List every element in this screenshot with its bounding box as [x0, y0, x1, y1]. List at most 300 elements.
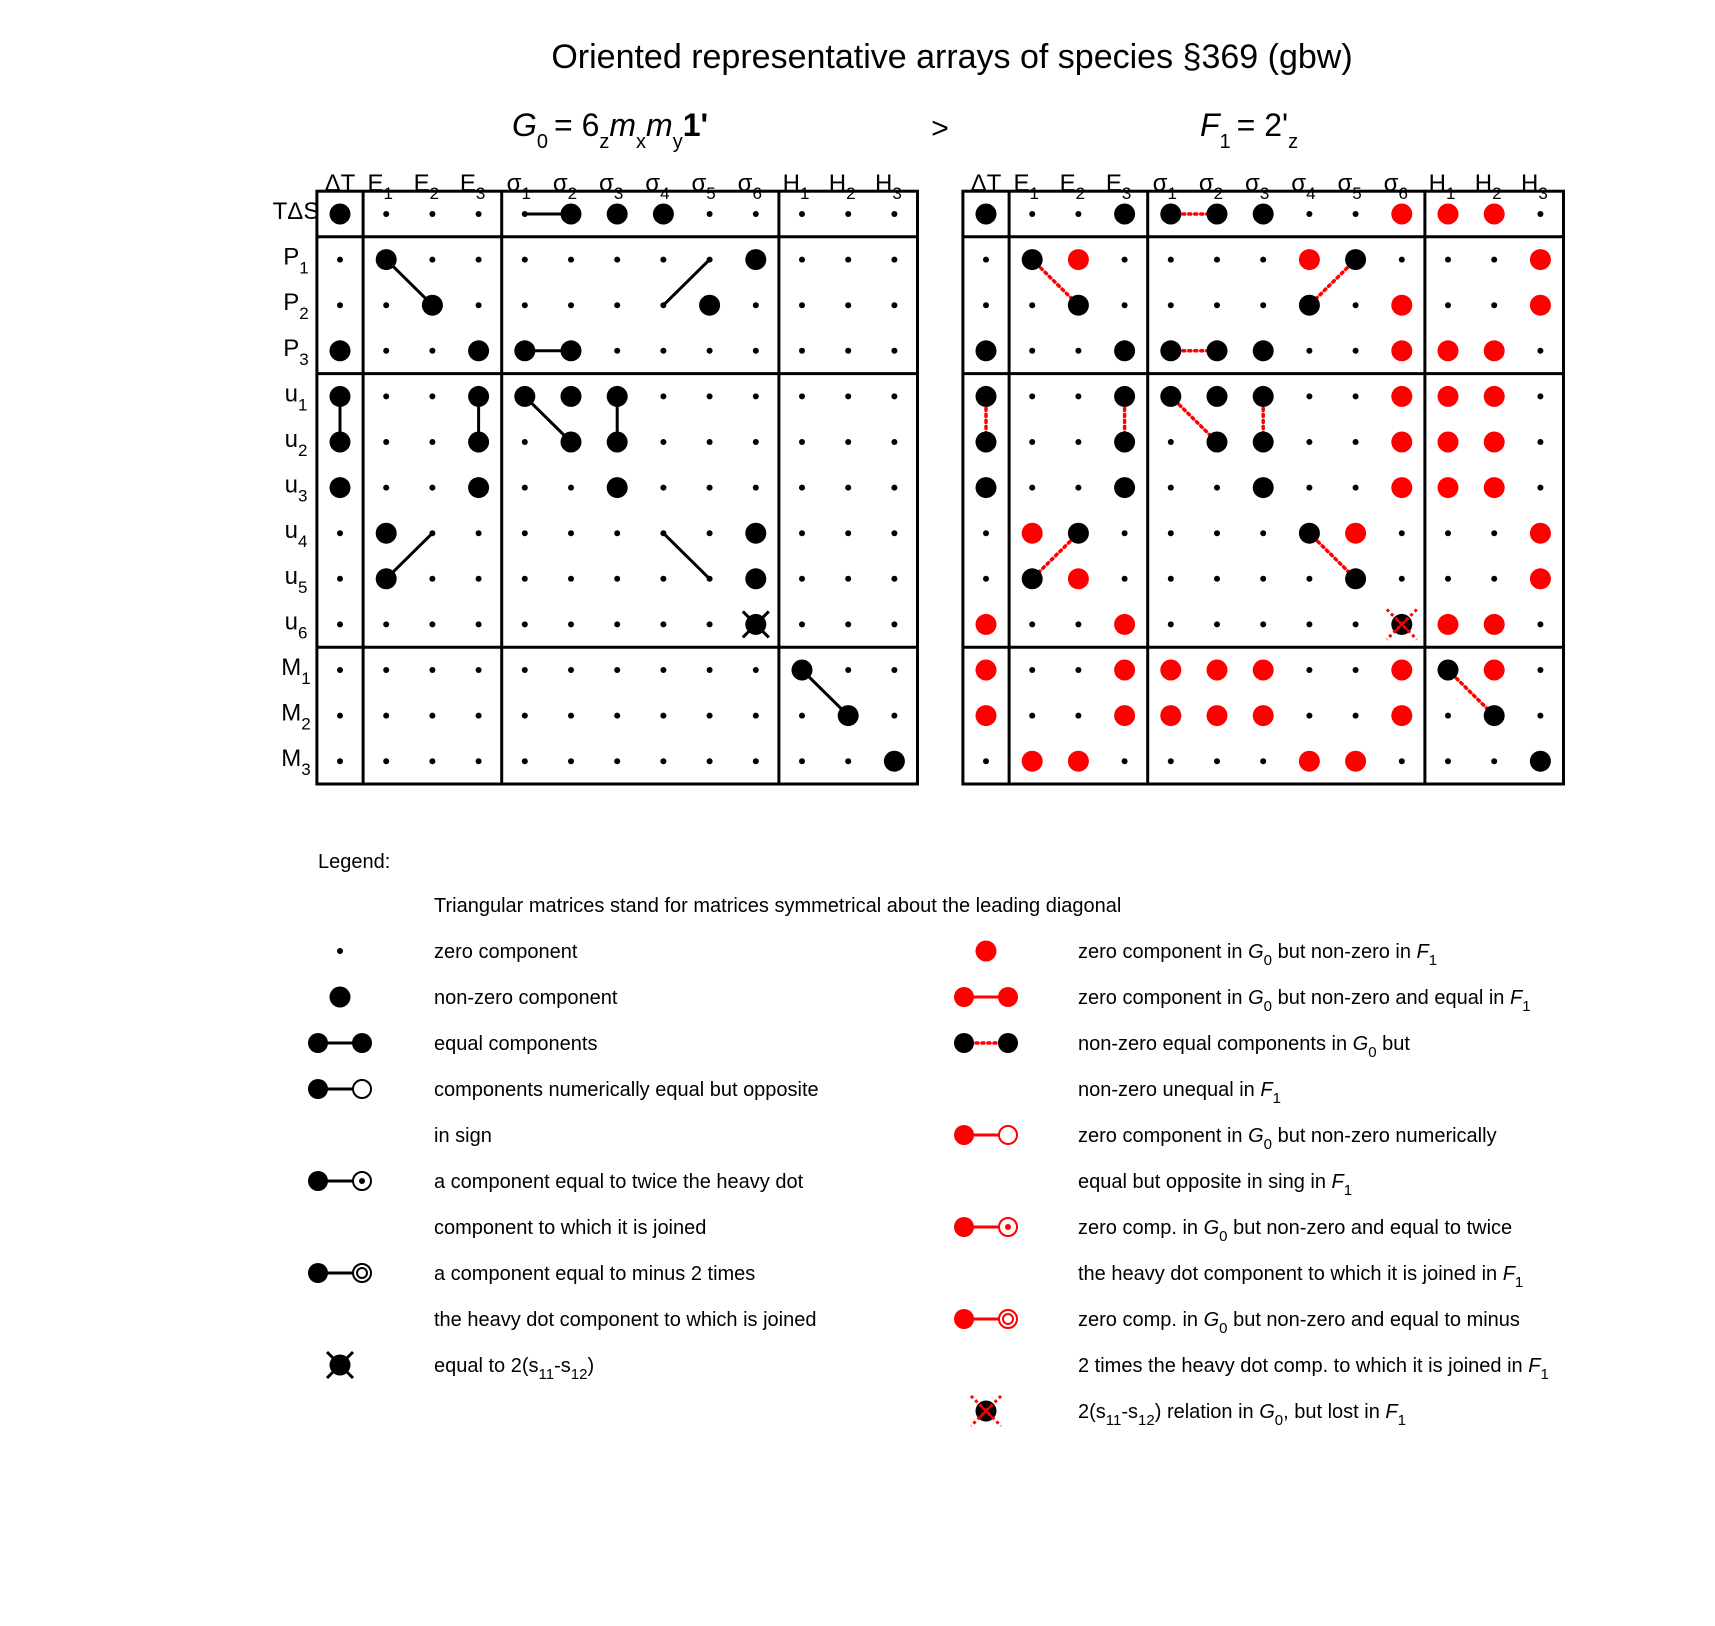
left-zero-dot	[660, 348, 666, 354]
left-zero-dot	[429, 621, 435, 627]
right-nonzero-dot	[1438, 660, 1459, 681]
left-zero-dot	[476, 713, 482, 719]
left-nonzero-dot	[699, 295, 720, 316]
left-zero-dot	[707, 621, 713, 627]
left-zero-dot	[568, 713, 574, 719]
legend-item-text: a component equal to twice the heavy dot	[434, 1171, 804, 1193]
legend-heading: Legend:	[318, 851, 391, 873]
legend-symbol-big-dot	[330, 987, 351, 1008]
left-zero-dot	[614, 621, 620, 627]
legend-symbol-red-twice-pair	[954, 1217, 1017, 1237]
legend-item	[954, 1125, 1497, 1199]
left-nonzero-dot	[330, 432, 351, 453]
left-zero-dot	[337, 713, 343, 719]
legend-symbol-red-equal-pair	[954, 987, 1018, 1007]
right-zero-dot	[1445, 257, 1451, 263]
right-nonzero-dot	[1299, 523, 1320, 544]
right-matrix	[963, 170, 1564, 784]
left-zero-dot	[707, 530, 713, 536]
right-red-dot	[1022, 751, 1043, 772]
left-zero-dot	[799, 621, 805, 627]
legend-item-text: zero comp. in $G_0$ but non-zero and equal to minus	[1078, 1309, 1520, 1337]
legend-symbol-cross-dot	[327, 1352, 353, 1378]
relation-symbol: >	[931, 112, 949, 145]
left-nonzero-dot	[561, 432, 582, 453]
right-zero-dot	[1306, 667, 1312, 673]
right-zero-dot	[1214, 302, 1220, 308]
left-zero-dot	[429, 211, 435, 217]
right-nonzero-dot	[1114, 432, 1135, 453]
right-zero-dot	[1399, 576, 1405, 582]
right-nonzero-dot	[1160, 204, 1181, 225]
left-zero-dot	[891, 257, 897, 263]
right-red-dot	[1484, 204, 1505, 225]
row-label: $P_2$	[283, 289, 309, 324]
right-zero-dot	[1445, 576, 1451, 582]
left-column-header: $\sigma_1$	[506, 170, 531, 203]
right-zero-dot	[1399, 530, 1405, 536]
right-red-dot	[1391, 660, 1412, 681]
left-column-header: $E_3$	[459, 170, 486, 203]
legend-item-text: a component equal to minus 2 times	[434, 1263, 756, 1285]
left-zero-dot	[707, 667, 713, 673]
right-zero-dot	[1029, 302, 1035, 308]
left-zero-dot	[845, 257, 851, 263]
left-column-header: $\sigma_5$	[691, 170, 716, 203]
legend-symbol-minus2-pair	[308, 1263, 371, 1283]
left-zero-dot	[660, 667, 666, 673]
left-zero-dot	[522, 439, 528, 445]
right-red-dot	[1253, 705, 1274, 726]
left-nonzero-dot	[745, 568, 766, 589]
right-column-header: $H_2$	[1474, 170, 1502, 203]
right-zero-dot	[1029, 439, 1035, 445]
left-zero-dot	[753, 485, 759, 491]
right-nonzero-dot	[1114, 340, 1135, 361]
right-zero-dot	[983, 758, 989, 764]
right-red-dot	[1484, 477, 1505, 498]
left-zero-dot	[707, 485, 713, 491]
right-red-dot	[1438, 340, 1459, 361]
left-zero-dot	[799, 758, 805, 764]
right-zero-dot	[1122, 758, 1128, 764]
left-nonzero-dot	[561, 386, 582, 407]
left-nonzero-dot	[838, 705, 859, 726]
left-zero-dot	[429, 257, 435, 263]
legend-item-text: 2 times the heavy dot comp. to which it is joined in $F_1$	[1078, 1355, 1549, 1383]
left-zero-dot	[383, 621, 389, 627]
right-zero-dot	[1491, 758, 1497, 764]
left-zero-dot	[707, 348, 713, 354]
right-nonzero-dot	[976, 340, 997, 361]
row-label: $P_1$	[283, 243, 309, 278]
left-equal-link	[663, 533, 709, 579]
right-nonzero-dot	[1068, 523, 1089, 544]
legend-item-text: components numerically equal but opposite	[434, 1079, 819, 1101]
left-zero-dot	[337, 576, 343, 582]
right-red-dot	[1114, 660, 1135, 681]
left-zero-dot	[707, 211, 713, 217]
right-red-dot	[1438, 386, 1459, 407]
right-red-dot	[976, 660, 997, 681]
left-zero-dot	[891, 621, 897, 627]
left-zero-dot	[522, 485, 528, 491]
legend-symbol-lost-cross	[971, 1396, 1001, 1426]
right-zero-dot	[1214, 257, 1220, 263]
left-nonzero-dot	[607, 477, 628, 498]
left-zero-dot	[891, 667, 897, 673]
right-nonzero-dot	[1207, 340, 1228, 361]
left-zero-dot	[383, 667, 389, 673]
right-column-header: $H_3$	[1520, 170, 1548, 203]
left-zero-dot	[660, 485, 666, 491]
right-red-dot	[1391, 295, 1412, 316]
left-zero-dot	[476, 257, 482, 263]
left-zero-dot	[660, 576, 666, 582]
left-zero-dot	[799, 439, 805, 445]
right-zero-dot	[1353, 211, 1359, 217]
left-nonzero-dot	[330, 340, 351, 361]
right-nonzero-dot	[976, 386, 997, 407]
right-zero-dot	[1537, 713, 1543, 719]
right-red-dot	[1391, 340, 1412, 361]
right-zero-dot	[1537, 348, 1543, 354]
right-zero-dot	[1306, 621, 1312, 627]
row-label: $M_3$	[281, 745, 311, 780]
left-zero-dot	[614, 302, 620, 308]
left-zero-dot	[476, 576, 482, 582]
legend-symbol-opposite-pair	[308, 1079, 371, 1099]
left-zero-dot	[707, 257, 713, 263]
left-zero-dot	[707, 576, 713, 582]
row-label: $u_2$	[284, 426, 308, 460]
right-zero-dot	[1075, 211, 1081, 217]
right-zero-dot	[1168, 576, 1174, 582]
left-zero-dot	[383, 348, 389, 354]
left-zero-dot	[337, 257, 343, 263]
left-zero-dot	[799, 530, 805, 536]
right-red-dot	[1438, 477, 1459, 498]
left-zero-dot	[753, 393, 759, 399]
right-nonzero-dot	[1345, 249, 1366, 270]
left-zero-dot	[337, 758, 343, 764]
left-nonzero-dot	[330, 386, 351, 407]
left-zero-dot	[476, 758, 482, 764]
left-zero-dot	[429, 393, 435, 399]
right-zero-dot	[1353, 713, 1359, 719]
left-nonzero-dot	[792, 660, 813, 681]
right-zero-dot	[1260, 302, 1266, 308]
right-red-dot	[1068, 568, 1089, 589]
left-nonzero-dot	[607, 204, 628, 225]
right-zero-dot	[1353, 621, 1359, 627]
left-column-header: $H_3$	[874, 170, 902, 203]
right-zero-dot	[1168, 530, 1174, 536]
right-zero-dot	[1214, 621, 1220, 627]
right-zero-dot	[1122, 302, 1128, 308]
legend-symbol-equal-pair	[308, 1033, 372, 1053]
left-nonzero-dot	[514, 340, 535, 361]
row-label: $M_1$	[281, 654, 311, 688]
legend-item-text: non-zero equal components in $G_0$ but	[1078, 1033, 1410, 1061]
left-nonzero-dot	[422, 295, 443, 316]
row-label: TΔS	[272, 198, 320, 225]
right-nonzero-dot	[1207, 386, 1228, 407]
right-zero-dot	[1537, 485, 1543, 491]
right-zero-dot	[1353, 439, 1359, 445]
left-nonzero-dot	[376, 249, 397, 270]
right-zero-dot	[1029, 667, 1035, 673]
left-nonzero-dot	[607, 432, 628, 453]
left-column-header: $H_2$	[828, 170, 856, 203]
right-nonzero-dot	[1253, 477, 1274, 498]
legend-item	[954, 1309, 1549, 1383]
right-zero-dot	[1075, 667, 1081, 673]
right-zero-dot	[983, 530, 989, 536]
left-relation-cross	[743, 611, 769, 637]
right-zero-dot	[1214, 576, 1220, 582]
right-red-dot	[1530, 523, 1551, 544]
right-zero-dot	[983, 576, 989, 582]
row-label: $u_3$	[284, 471, 308, 506]
right-zero-dot	[1353, 393, 1359, 399]
left-zero-dot	[753, 302, 759, 308]
legend-item	[976, 941, 1438, 970]
left-zero-dot	[522, 667, 528, 673]
left-nonzero-dot	[468, 432, 489, 453]
left-zero-dot	[707, 713, 713, 719]
left-nonzero-dot	[745, 249, 766, 270]
right-column-header: $\sigma_4$	[1291, 170, 1316, 203]
left-zero-dot	[707, 439, 713, 445]
left-group-label: $G_0 = 6_zm_xm_y1'$	[512, 107, 709, 153]
left-zero-dot	[429, 485, 435, 491]
left-zero-dot	[568, 576, 574, 582]
left-zero-dot	[522, 713, 528, 719]
right-zero-dot	[1029, 211, 1035, 217]
left-zero-dot	[799, 485, 805, 491]
left-zero-dot	[429, 576, 435, 582]
right-nonzero-dot	[1345, 568, 1366, 589]
right-red-dot	[1484, 340, 1505, 361]
right-zero-dot	[1399, 758, 1405, 764]
right-nonzero-dot	[1530, 751, 1551, 772]
left-zero-dot	[660, 530, 666, 536]
left-zero-dot	[845, 393, 851, 399]
matrices	[273, 170, 1564, 784]
right-nonzero-dot	[1484, 705, 1505, 726]
right-zero-dot	[1537, 439, 1543, 445]
legend-item-text: in sign	[434, 1125, 492, 1147]
legend-item-text: non-zero component	[434, 987, 618, 1009]
right-zero-dot	[1029, 621, 1035, 627]
left-zero-dot	[660, 302, 666, 308]
left-zero-dot	[614, 257, 620, 263]
left-zero-dot	[522, 621, 528, 627]
legend-item	[308, 1263, 816, 1331]
legend-item-text: zero component	[434, 941, 578, 963]
left-zero-dot	[568, 621, 574, 627]
right-column-header: $\sigma_3$	[1245, 170, 1270, 203]
legend-item	[337, 941, 578, 963]
legend-symbol-dotted-pair	[954, 1033, 1018, 1053]
right-zero-dot	[1537, 393, 1543, 399]
left-nonzero-dot	[653, 204, 674, 225]
right-red-dot	[976, 614, 997, 635]
right-nonzero-dot	[976, 204, 997, 225]
right-zero-dot	[1260, 758, 1266, 764]
left-zero-dot	[383, 485, 389, 491]
left-zero-dot	[753, 348, 759, 354]
right-red-dot	[1530, 568, 1551, 589]
legend-symbol-red-opposite-pair	[954, 1125, 1017, 1145]
right-group-label: $F_1 = 2'_z$	[1200, 107, 1299, 153]
left-column-header: ΔT	[324, 170, 356, 197]
right-column-header: $\sigma_2$	[1198, 170, 1224, 203]
left-zero-dot	[522, 302, 528, 308]
left-zero-dot	[522, 758, 528, 764]
right-red-dot	[1530, 295, 1551, 316]
left-zero-dot	[568, 758, 574, 764]
left-zero-dot	[660, 393, 666, 399]
right-red-dot	[1391, 386, 1412, 407]
right-nonzero-dot	[1299, 295, 1320, 316]
left-nonzero-dot	[330, 477, 351, 498]
right-red-dot	[1114, 614, 1135, 635]
left-zero-dot	[753, 211, 759, 217]
legend-note: Triangular matrices stand for matrices symmetrical about the leading diagonal	[434, 895, 1122, 917]
legend-item	[954, 987, 1531, 1015]
right-zero-dot	[1445, 758, 1451, 764]
left-zero-dot	[337, 667, 343, 673]
left-nonzero-dot	[607, 386, 628, 407]
legend-item-text: equal to $2(s_{11}-s_{12})$	[434, 1355, 595, 1383]
left-zero-dot	[891, 713, 897, 719]
left-zero-dot	[614, 530, 620, 536]
legend-item	[954, 1033, 1410, 1107]
right-nonzero-dot	[1114, 204, 1135, 225]
right-red-dot	[1022, 523, 1043, 544]
left-zero-dot	[891, 348, 897, 354]
legend-item-text: the heavy dot component to which is joined	[434, 1309, 817, 1331]
left-zero-dot	[845, 211, 851, 217]
left-zero-dot	[660, 257, 666, 263]
page-title: Oriented representative arrays of species §369 (gbw)	[551, 38, 1353, 76]
right-nonzero-dot	[1022, 568, 1043, 589]
right-zero-dot	[1075, 713, 1081, 719]
right-zero-dot	[983, 257, 989, 263]
left-zero-dot	[383, 713, 389, 719]
left-zero-dot	[799, 576, 805, 582]
left-column-header: $\sigma_6$	[737, 170, 762, 203]
legend-item-text: zero comp. in $G_0$ but non-zero and equal to twice	[1078, 1217, 1513, 1245]
right-red-dot	[1345, 751, 1366, 772]
row-label: $u_5$	[284, 562, 308, 597]
right-zero-dot	[1306, 485, 1312, 491]
right-zero-dot	[1029, 393, 1035, 399]
legend-item-text: equal but opposite in sing in $F_1$	[1078, 1171, 1353, 1199]
right-red-dot	[1391, 432, 1412, 453]
legend-item	[327, 1352, 594, 1383]
legend-item-text: zero component in $G_0$ but non-zero in $F_1$	[1078, 941, 1438, 969]
right-nonzero-dot	[1114, 477, 1135, 498]
left-zero-dot	[891, 576, 897, 582]
right-red-dot	[1253, 660, 1274, 681]
left-zero-dot	[522, 576, 528, 582]
relation-cross	[327, 1352, 353, 1378]
right-red-dot	[1207, 660, 1228, 681]
left-zero-dot	[614, 758, 620, 764]
left-zero-dot	[522, 257, 528, 263]
left-zero-dot	[568, 485, 574, 491]
right-red-dot	[1530, 249, 1551, 270]
right-column-header: $\sigma_1$	[1152, 170, 1177, 203]
right-zero-dot	[1168, 621, 1174, 627]
right-red-dot	[1299, 751, 1320, 772]
right-zero-dot	[1122, 530, 1128, 536]
right-zero-dot	[1353, 667, 1359, 673]
left-nonzero-dot	[376, 523, 397, 544]
legend-symbol-twice-pair	[308, 1171, 371, 1191]
left-zero-dot	[753, 667, 759, 673]
legend-item-text: equal components	[434, 1033, 598, 1055]
left-zero-dot	[845, 621, 851, 627]
left-zero-dot	[660, 439, 666, 445]
left-zero-dot	[614, 713, 620, 719]
left-zero-dot	[753, 758, 759, 764]
row-label: $u_1$	[284, 380, 308, 415]
left-zero-dot	[845, 439, 851, 445]
right-red-dot	[1160, 705, 1181, 726]
right-zero-dot	[1306, 211, 1312, 217]
legend-item	[308, 1079, 819, 1147]
right-zero-dot	[1214, 485, 1220, 491]
right-red-dot	[1438, 614, 1459, 635]
right-zero-dot	[1537, 621, 1543, 627]
right-zero-dot	[1029, 348, 1035, 354]
right-red-dot	[1207, 705, 1228, 726]
right-zero-dot	[1075, 439, 1081, 445]
left-zero-dot	[799, 393, 805, 399]
left-zero-dot	[891, 393, 897, 399]
left-matrix	[317, 170, 918, 784]
left-nonzero-dot	[561, 204, 582, 225]
right-zero-dot	[1491, 576, 1497, 582]
left-zero-dot	[476, 530, 482, 536]
left-zero-dot	[614, 576, 620, 582]
left-column-header: $H_1$	[782, 170, 810, 203]
right-column-header: ΔT	[970, 170, 1002, 197]
legend-item	[308, 1171, 804, 1239]
right-zero-dot	[1306, 713, 1312, 719]
left-zero-dot	[845, 576, 851, 582]
right-zero-dot	[1122, 257, 1128, 263]
left-zero-dot	[614, 348, 620, 354]
right-red-dot	[1391, 204, 1412, 225]
legend-item-text: zero component in $G_0$ but non-zero and equal in $F_1$	[1078, 987, 1531, 1015]
left-zero-dot	[660, 758, 666, 764]
left-zero-dot	[891, 302, 897, 308]
right-zero-dot	[983, 302, 989, 308]
left-zero-dot	[337, 302, 343, 308]
right-red-dot	[1438, 204, 1459, 225]
right-red-dot	[1345, 523, 1366, 544]
right-column-header: $\sigma_5$	[1337, 170, 1362, 203]
left-nonzero-dot	[514, 386, 535, 407]
row-label: $u_4$	[284, 517, 308, 552]
row-label: $M_2$	[281, 699, 311, 734]
right-nonzero-dot	[1022, 249, 1043, 270]
